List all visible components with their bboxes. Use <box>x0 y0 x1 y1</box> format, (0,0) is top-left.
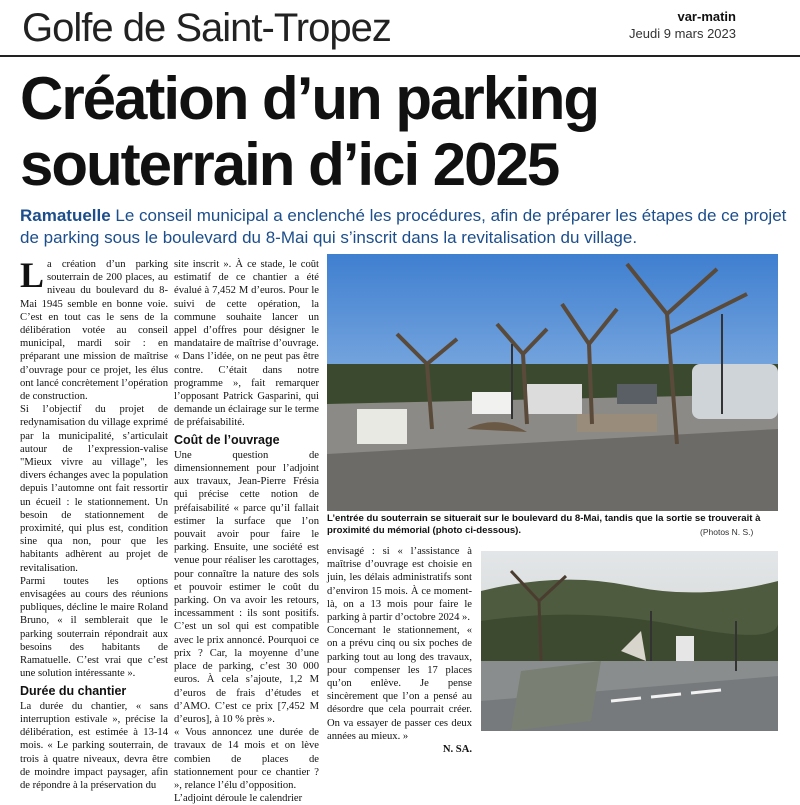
col2-paragraph-1: site inscrit ». À ce stade, le coût estimatif de ce chantier a été évalué à 7,452 M d’euros. Pour le suivi de cette opération, la commune souhaite lancer un appel d’offres pour désigner le mandataire de maîtrise d’ouvrage. <box>174 259 319 350</box>
col2-paragraph-5: L’adjoint déroule le calendrier <box>174 793 303 805</box>
lede <box>20 205 790 249</box>
publication-name: var-matin <box>677 9 736 24</box>
headline-line-2: souterrain d’ici 2025 <box>20 131 559 198</box>
col2-paragraph-2: « Dans l’idée, on ne peut pas être contre. C’était dans notre programme », fait remarquer l’opposant Patrick Gasparini, qui demande un éclairage sur le terme de préfaisabilité. <box>174 351 320 429</box>
subheading-duree: Durée du chantier <box>20 683 127 698</box>
photo-caption: L’entrée du souterrain se situerait sur le boulevard du 8-Mai, tandis que la sortie se trouverait à proximité du mémorial (photo ci-dessous). <box>327 513 761 536</box>
photo-memorial <box>481 551 778 731</box>
lede-text: Le conseil municipal a enclenché les procédures, afin de préparer les étapes de ce projet de parking sous le boulevard du 8-Mai qui s’inscrit dans la revitalisation du village. <box>20 206 787 247</box>
col2-paragraph-3: Une question de dimensionnement pour l’adjoint aux travaux, Jean-Pierre Frésia qui précise cette notion de préfaisabilité « parce qu’il fallait estimer la surface que l’on pouvait avoir pour faire le parking. Ensuite, une société est venue pour réaliser les carottages, pour connaître la nature des sols et pouvoir estimer le coût du parking. On va avoir les retours, incessamment : ils sont positifs. C’est un sol qui est compatible avec le prix annoncé. Pourquoi ce prix ? Car, la moyenne d’une place de parking, c’est 30 000 euros. À cela s’ajoute, 1,2 M d’euros de frais d’études et d’AMO. C’est ce prix [7,452 M d’euros], à 10 % près ». <box>174 449 319 725</box>
headline <box>20 66 790 198</box>
lede-place: Ramatuelle <box>20 206 111 225</box>
photo-parking-boulevard <box>327 254 778 511</box>
source-block <box>629 8 736 42</box>
drop-cap: L <box>20 255 45 295</box>
column-3 <box>327 545 472 756</box>
col3-paragraph-2: Concernant le stationnement, « on a prévu cinq ou six poches de parking tout au long des travaux, pour compenser les 17 places qu’on enlève. Je pense sincèrement que l’on a pensé au désordre que cela pourrait créer. On va essayer de passer ces deux années au mieux. » <box>327 625 472 742</box>
column-1 <box>20 255 168 792</box>
col1-paragraph-4: La durée du chantier, « sans interruption estivale », précise la délibération, est estimée à 13-14 mois. « Le parking souterrain, de trois à quatre niveaux, devra être de moindre impact paysager, afin de répondre à la préservation du <box>20 700 168 791</box>
headline-line-1: Création d’un parking <box>20 65 599 132</box>
col1-paragraph-1: a création d’un parking souterrain de 200 places, au niveau du boulevard du 8-Mai 1945 semble en bonne voie. C’est en tout cas le sens de la délibération votée au conseil municipal, mardi soir : en préparant une mission de maîtrise d’ouvrage pour ce projet, les élus ont lancé concrètement l’opération de construction. <box>20 259 168 403</box>
column-2 <box>174 258 319 805</box>
author-signature: N. SA. <box>442 744 472 756</box>
subheading-cout: Coût de l’ouvrage <box>174 432 280 447</box>
section-title: Golfe de Saint-Tropez <box>22 6 391 50</box>
publication-date: Jeudi 9 mars 2023 <box>629 26 736 41</box>
col1-paragraph-2: Si l’objectif du projet de redynamisation du village exprimé par la municipalité, s’articulait autour de l’expression-valise "Mieux vivre au village", les divers échanges avec la population depuis l’automne ont fait ressortir un écueil : le stationnement. Un besoin de stationnement de proximité, qui plus est, condition sine qua non, pour que les habitants adhèrent au projet de revitalisation. <box>20 404 168 574</box>
col1-paragraph-3: Parmi toutes les options envisagées au cours des réunions publiques, décline le maire Roland Bruno, « il semblerait que le parking souterrain répondrait aux besoins des habitants de Ramatuelle. C’est vrai que c’est une solution intéressante ». <box>20 575 168 680</box>
col3-paragraph-1: envisagé : si « l’assistance à maîtrise d’ouvrage est choisie en juin, les délais administratifs sont d’environ 15 mois. À ce moment-là, on a 13 mois pour faire le parking à partir d’octobre 2024 ». <box>327 546 472 624</box>
col2-paragraph-4: « Vous annoncez une durée de travaux de 14 mois et on lève combien de places de stationnement pour ce chantier ? », relance l’élu d’opposition. <box>174 727 319 791</box>
header-rule <box>0 55 800 57</box>
photo-credit: (Photos N. S.) <box>700 527 754 537</box>
